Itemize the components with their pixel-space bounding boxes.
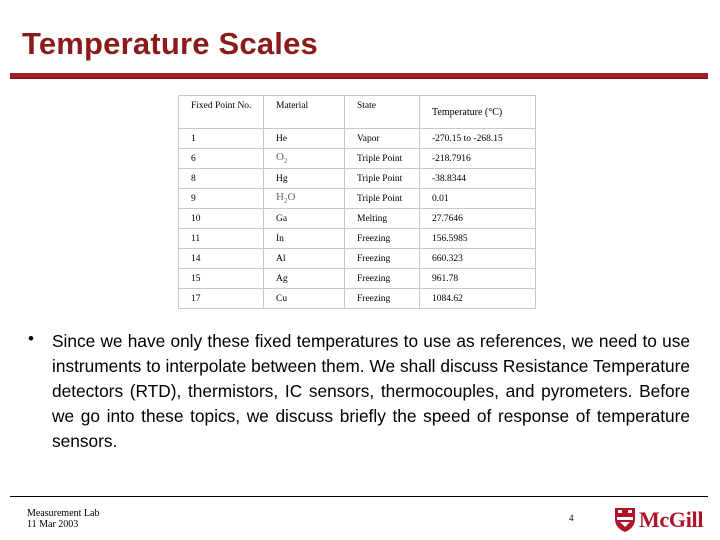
cell-material: Ga [264, 209, 345, 229]
cell-material: Hg [264, 169, 345, 189]
footer-divider [10, 496, 708, 497]
logo-text: McGill [639, 507, 704, 532]
cell-state: Vapor [345, 129, 420, 149]
cell-material [264, 189, 345, 209]
cell-temp: 0.01 [420, 189, 536, 209]
cell-state: Freezing [345, 269, 420, 289]
mcgill-crest-icon [614, 507, 636, 533]
title-divider [10, 73, 708, 78]
cell-temp: 1084.62 [420, 289, 536, 309]
footer-lab: Measurement Lab [27, 508, 100, 519]
cell-temp: 27.7646 [420, 209, 536, 229]
table-row [179, 229, 536, 249]
cell-state: Freezing [345, 289, 420, 309]
cell-no: 1 [179, 129, 264, 149]
cell-material [264, 149, 345, 169]
cell-state: Triple Point [345, 169, 420, 189]
table-row [179, 149, 536, 169]
header-state: State [345, 96, 420, 129]
cell-state: Triple Point [345, 149, 420, 169]
formula-o2: $O_2$ [276, 151, 288, 166]
cell-no: 11 [179, 229, 264, 249]
cell-temp: -270.15 to -268.15 [420, 129, 536, 149]
cell-material: He [264, 129, 345, 149]
header-material: Material [264, 96, 345, 129]
bullet-marker: • [28, 329, 34, 348]
cell-state: Freezing [345, 249, 420, 269]
cell-temp: 156.5985 [420, 229, 536, 249]
mcgill-logo [613, 506, 713, 534]
table-row [179, 209, 536, 229]
table-header-row [179, 96, 536, 129]
cell-state: Triple Point [345, 189, 420, 209]
cell-material: Al [264, 249, 345, 269]
table-row [179, 169, 536, 189]
bullet-text: Since we have only these fixed temperatures to use as references, we need to use instruments to interpolate between them. We shall discuss Resistance Temperature detectors (RTD), thermistors, IC sensors, thermocouples, and pyrometers. Before we go into these topics, we discuss briefly the speed of response of temperature sensors. [52, 331, 690, 451]
cell-no: 17 [179, 289, 264, 309]
footer-date: 11 Mar 2003 [27, 519, 79, 530]
cell-material: Ag [264, 269, 345, 289]
cell-no: 6 [179, 149, 264, 169]
table-row [179, 269, 536, 289]
table-row [179, 189, 536, 209]
cell-temp: 961.78 [420, 269, 536, 289]
cell-material: In [264, 229, 345, 249]
footer-info [27, 508, 99, 530]
cell-temp: -218.7916 [420, 149, 536, 169]
table-row [179, 129, 536, 149]
cell-temp: -38.8344 [420, 169, 536, 189]
bullet-item [28, 329, 690, 454]
cell-no: 15 [179, 269, 264, 289]
page-number: 4 [569, 513, 574, 523]
table-row [179, 249, 536, 269]
cell-material: Cu [264, 289, 345, 309]
cell-no: 8 [179, 169, 264, 189]
cell-no: 10 [179, 209, 264, 229]
cell-no: 9 [179, 189, 264, 209]
cell-state: Freezing [345, 229, 420, 249]
cell-state: Melting [345, 209, 420, 229]
table-row [179, 289, 536, 309]
cell-no: 14 [179, 249, 264, 269]
fixed-points-table [178, 95, 536, 309]
header-temperature: Temperature (°C) [420, 96, 536, 129]
header-fixed-point: Fixed Point No. [179, 96, 264, 129]
page-title: Temperature Scales [22, 26, 318, 61]
formula-h2o: $H_2O$ [276, 191, 296, 206]
cell-temp: 660.323 [420, 249, 536, 269]
